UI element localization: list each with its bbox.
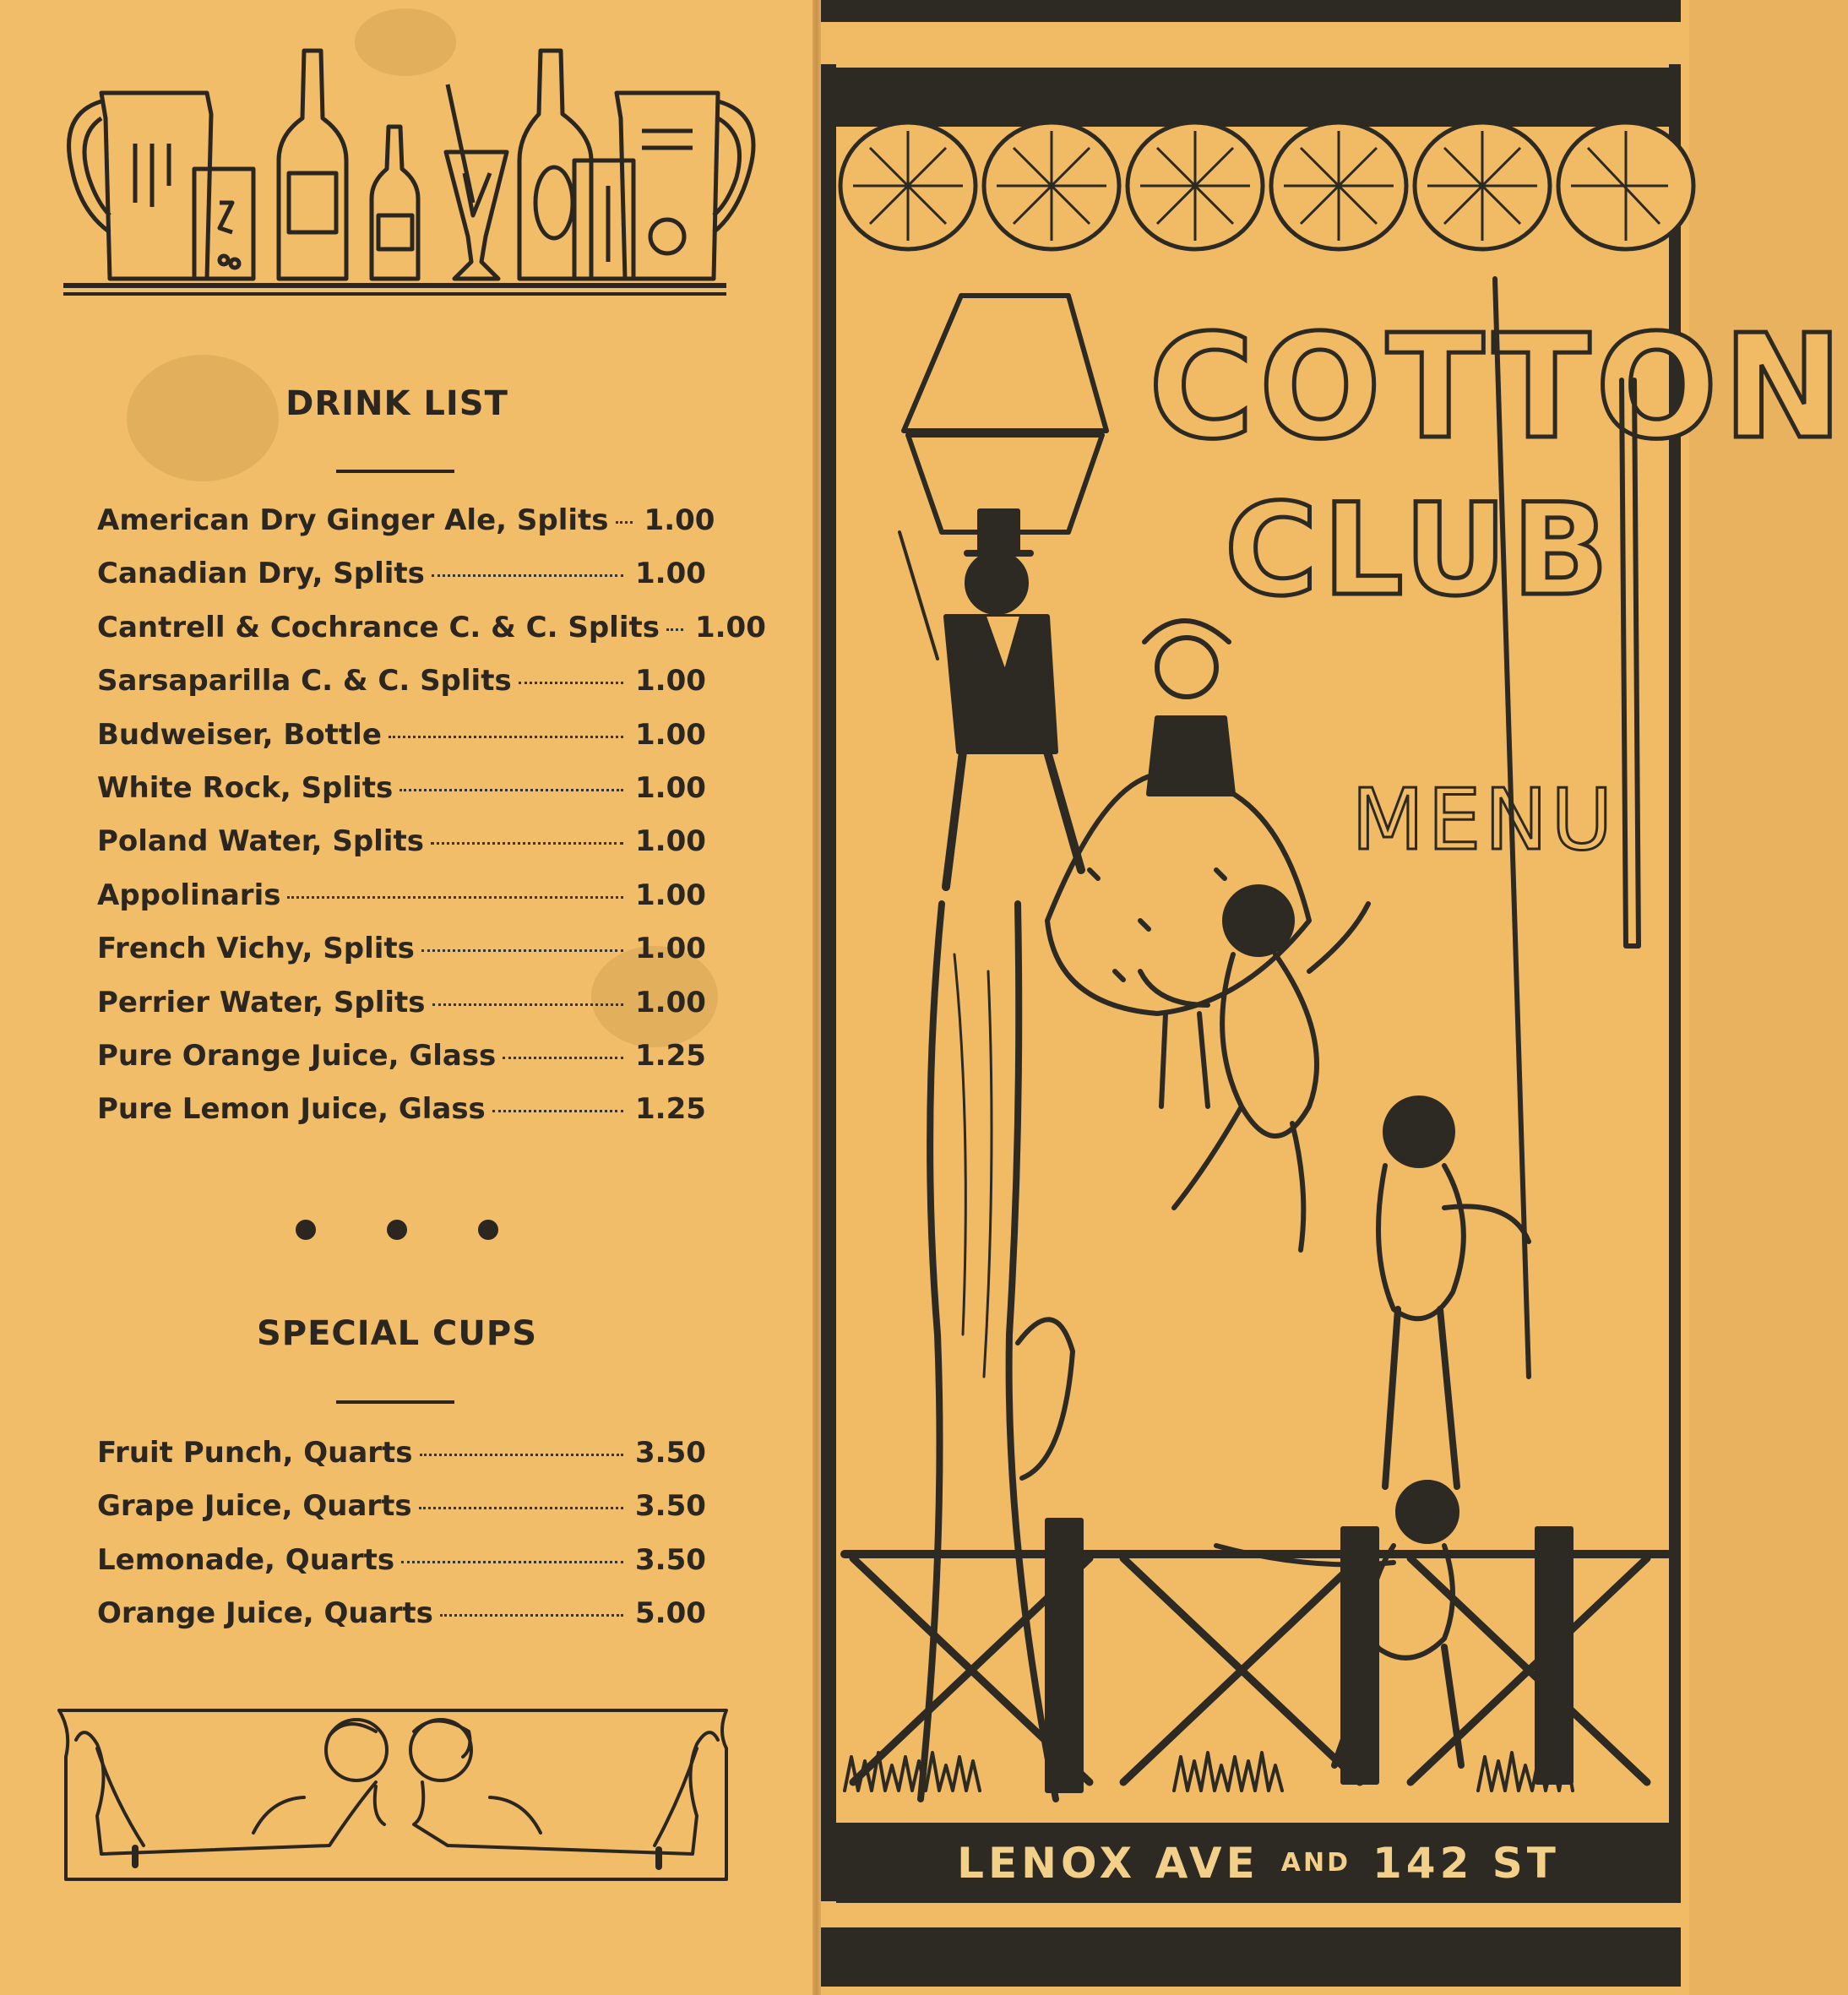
divider-dot xyxy=(478,1220,498,1240)
section-divider xyxy=(296,1220,498,1240)
bottom-border-band xyxy=(821,1927,1681,1987)
list-item: Orange Juice, Quarts 5.00 xyxy=(97,1596,706,1631)
top-border-band xyxy=(821,0,1681,22)
list-item: Perrier Water, Splits 1.00 xyxy=(97,985,706,1019)
list-item: Poland Water, Splits 1.00 xyxy=(97,824,706,859)
address-and: AND xyxy=(1280,1848,1351,1878)
address-cross-street: 142 ST xyxy=(1372,1838,1560,1888)
list-item: Grape Juice, Quarts 3.50 xyxy=(97,1489,706,1524)
list-item: Sarsaparilla C. & C. Splits 1.00 xyxy=(97,664,706,699)
special-cups-heading: SPECIAL CUPS xyxy=(256,1314,538,1353)
cover-title-line2: CLUB xyxy=(1225,477,1614,624)
list-item: White Rock, Splits 1.00 xyxy=(97,770,706,805)
list-item: Pure Orange Juice, Glass 1.25 xyxy=(97,1038,706,1073)
dancers-lamppost-illustration xyxy=(836,279,1672,1820)
divider-dot xyxy=(387,1220,407,1240)
cover-title-line1: COTTON xyxy=(1149,304,1848,471)
list-item: Canadian Dry, Splits 1.00 xyxy=(97,557,706,591)
reclining-figures-illustration xyxy=(51,1698,743,1900)
bar-glassware-illustration xyxy=(51,34,760,304)
list-item: Lemonade, Quarts 3.50 xyxy=(97,1542,706,1577)
list-item: Budweiser, Bottle 1.00 xyxy=(97,717,706,752)
list-item: French Vichy, Splits 1.00 xyxy=(97,932,706,966)
list-item: Cantrell & Cochrance C. & C. Splits 1.00 xyxy=(97,610,766,644)
heading-underline xyxy=(336,1400,454,1404)
cover-menu-label: MENU xyxy=(1351,770,1617,869)
divider-dot xyxy=(296,1220,316,1240)
list-item: Pure Lemon Juice, Glass 1.25 xyxy=(97,1092,706,1127)
list-item: Appolinaris 1.00 xyxy=(97,878,706,912)
page-fold xyxy=(813,0,821,1995)
drink-list-heading: DRINK LIST xyxy=(285,384,508,423)
address-street: LENOX AVE xyxy=(957,1838,1259,1888)
heading-underline xyxy=(336,470,454,473)
list-item: American Dry Ginger Ale, Splits 1.00 xyxy=(97,503,715,537)
special-cups-list xyxy=(97,1436,706,1650)
cover-address-banner xyxy=(836,1823,1681,1903)
list-item: Fruit Punch, Quarts 3.50 xyxy=(97,1436,706,1470)
drink-list xyxy=(97,503,766,1146)
orange-slice-border-illustration xyxy=(836,68,1672,262)
